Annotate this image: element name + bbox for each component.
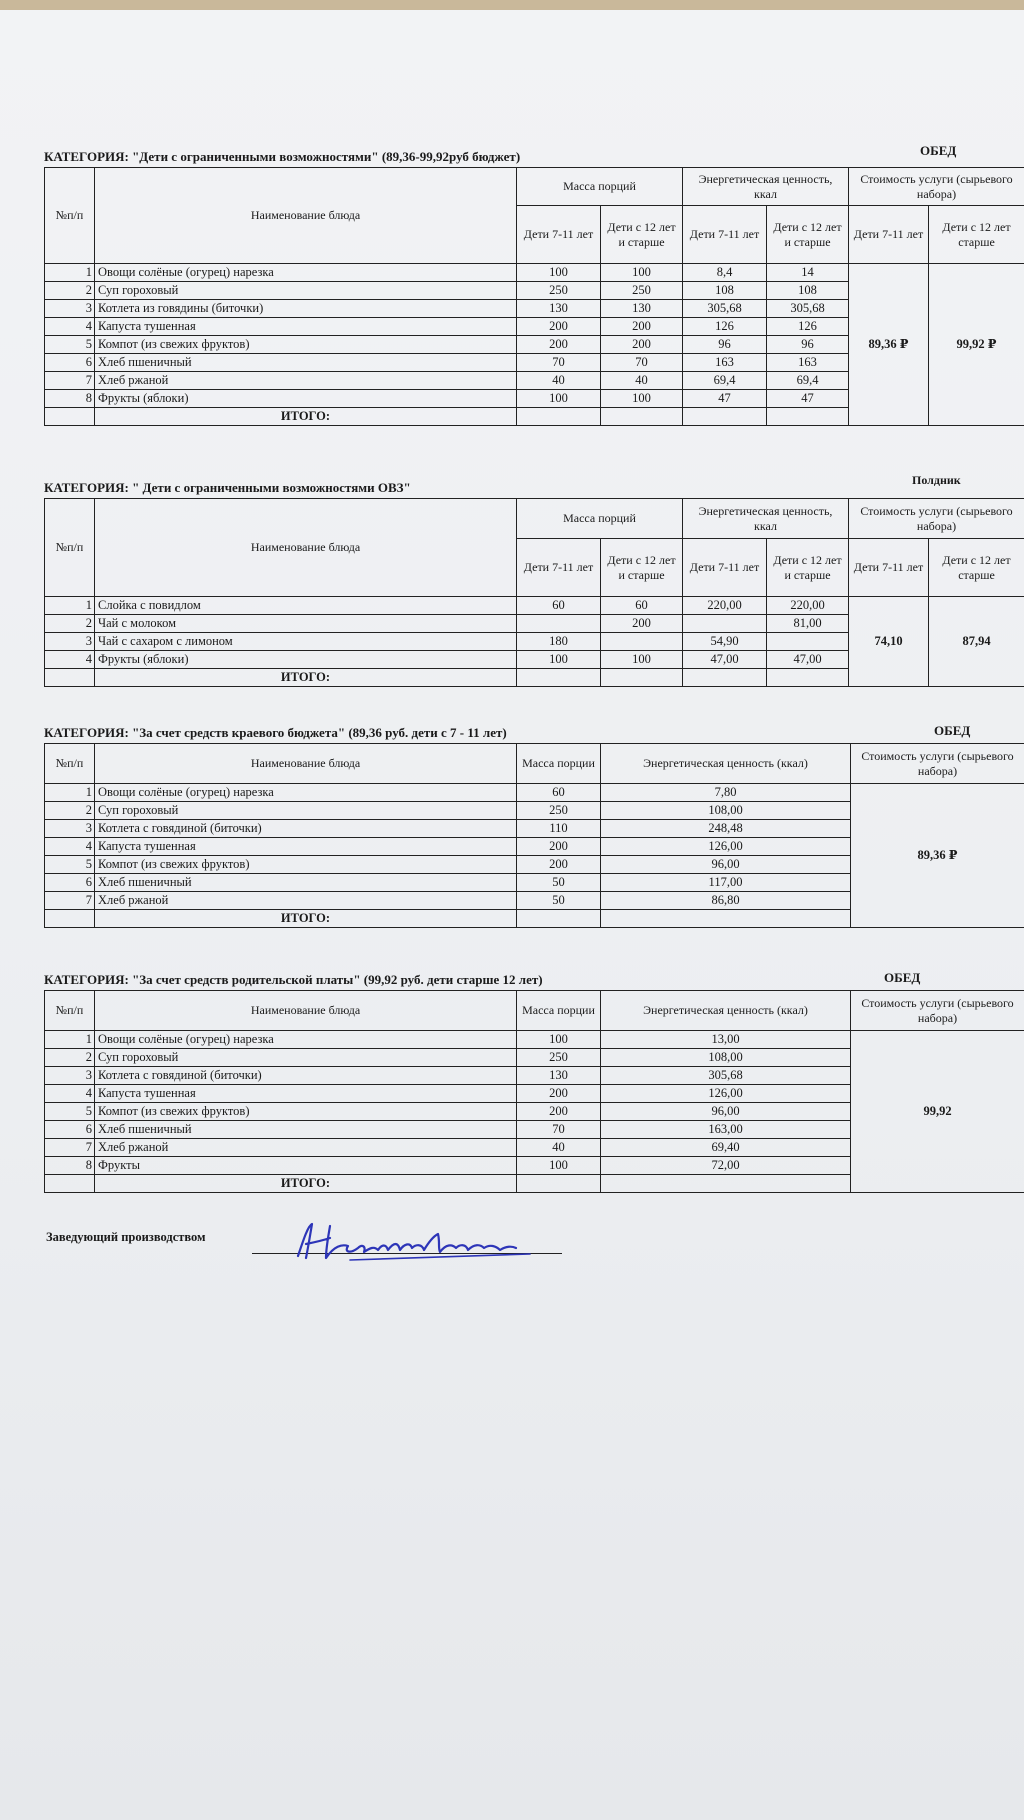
row-number: 3 [45, 1067, 95, 1085]
energy-value: 163,00 [601, 1121, 851, 1139]
row-number: 2 [45, 802, 95, 820]
col-mass-header: Масса порции [517, 744, 601, 784]
row-number: 6 [45, 1121, 95, 1139]
cost-young: 74,10 [849, 597, 929, 687]
col-age-young: Дети 7-11 лет [517, 539, 601, 597]
section-1-table [44, 167, 1024, 426]
energy-value: 96,00 [601, 1103, 851, 1121]
col-num-header: №п/п [45, 168, 95, 264]
energy-value: 86,80 [601, 892, 851, 910]
col-cost-header: Стоимость услуги (сырьевого набора) [851, 744, 1024, 784]
dish-name: Фрукты (яблоки) [95, 651, 517, 669]
energy-value: 248,48 [601, 820, 851, 838]
row-number: 2 [45, 1049, 95, 1067]
dish-name: Капуста тушенная [95, 1085, 517, 1103]
mass-value: 100 [517, 1157, 601, 1175]
mass-young: 180 [517, 633, 601, 651]
col-num-header: №п/п [45, 991, 95, 1031]
mass-old: 130 [601, 300, 683, 318]
dish-name: Капуста тушенная [95, 838, 517, 856]
row-number: 7 [45, 372, 95, 390]
table-row [45, 264, 1024, 282]
empty-cell [601, 910, 851, 928]
mass-young: 200 [517, 318, 601, 336]
col-num-header: №п/п [45, 499, 95, 597]
energy-young: 47 [683, 390, 767, 408]
col-age-old: Дети с 12 лет и старше [601, 539, 683, 597]
empty-cell [517, 408, 601, 426]
section-3-header [44, 723, 1024, 743]
row-number: 3 [45, 820, 95, 838]
mass-value: 70 [517, 1121, 601, 1139]
energy-old: 163 [767, 354, 849, 372]
cost-young: 89,36 ₽ [849, 264, 929, 426]
section-4-header [44, 970, 1024, 990]
empty-cell [601, 408, 683, 426]
cost-value: 89,36 ₽ [851, 784, 1024, 928]
col-dish-header: Наименование блюда [95, 991, 517, 1031]
col-age-young: Дети 7-11 лет [849, 539, 929, 597]
dish-name: Суп гороховый [95, 1049, 517, 1067]
energy-value: 72,00 [601, 1157, 851, 1175]
mass-value: 110 [517, 820, 601, 838]
col-age-old: Дети с 12 лет старше [929, 206, 1024, 264]
row-number: 4 [45, 1085, 95, 1103]
dish-name: Овощи солёные (огурец) нарезка [95, 784, 517, 802]
col-energy-header: Энергетическая ценность (ккал) [601, 744, 851, 784]
mass-young: 60 [517, 597, 601, 615]
dish-name: Компот (из свежих фруктов) [95, 336, 517, 354]
dish-name: Овощи солёные (огурец) нарезка [95, 264, 517, 282]
row-number: 5 [45, 336, 95, 354]
mass-young: 100 [517, 390, 601, 408]
dish-name: Хлеб ржаной [95, 1139, 517, 1157]
mass-value: 100 [517, 1031, 601, 1049]
mass-value: 250 [517, 1049, 601, 1067]
section-4-table [44, 990, 1024, 1193]
cost-value: 99,92 [851, 1031, 1024, 1193]
mass-young: 100 [517, 264, 601, 282]
row-number: 6 [45, 354, 95, 372]
col-age-old: Дети с 12 лет старше [929, 539, 1024, 597]
energy-old: 81,00 [767, 615, 849, 633]
row-number: 2 [45, 615, 95, 633]
energy-young: 69,4 [683, 372, 767, 390]
energy-old: 126 [767, 318, 849, 336]
energy-old: 305,68 [767, 300, 849, 318]
empty-cell [45, 1175, 95, 1193]
mass-young: 130 [517, 300, 601, 318]
col-dish-header: Наименование блюда [95, 168, 517, 264]
mass-old: 70 [601, 354, 683, 372]
empty-cell [517, 669, 601, 687]
dish-name: Овощи солёные (огурец) нарезка [95, 1031, 517, 1049]
col-energy-header: Энергетическая ценность, ккал [683, 499, 849, 539]
empty-cell [767, 408, 849, 426]
dish-name: Котлета с говядиной (биточки) [95, 820, 517, 838]
energy-old: 47,00 [767, 651, 849, 669]
energy-old [767, 633, 849, 651]
energy-young: 126 [683, 318, 767, 336]
dish-name: Слойка с повидлом [95, 597, 517, 615]
row-number: 8 [45, 1157, 95, 1175]
cost-old: 87,94 [929, 597, 1024, 687]
section-1 [44, 143, 1024, 426]
col-dish-header: Наименование блюда [95, 499, 517, 597]
col-dish-header: Наименование блюда [95, 744, 517, 784]
section-4-title: КАТЕГОРИЯ: "За счет средств родительской платы" (99,92 руб. дети старше 12 лет) [44, 972, 543, 987]
energy-old: 69,4 [767, 372, 849, 390]
energy-young: 108 [683, 282, 767, 300]
col-age-old: Дети с 12 лет и старше [767, 539, 849, 597]
section-2-meal: Полдник [912, 473, 961, 487]
col-cost-header: Стоимость услуги (сырьевого набора) [851, 991, 1024, 1031]
row-number: 5 [45, 1103, 95, 1121]
empty-cell [45, 669, 95, 687]
empty-cell [517, 910, 601, 928]
section-3-meal: ОБЕД [934, 723, 971, 738]
energy-value: 96,00 [601, 856, 851, 874]
col-num-header: №п/п [45, 744, 95, 784]
section-2 [44, 473, 1024, 687]
row-number: 1 [45, 784, 95, 802]
section-2-header [44, 473, 1024, 498]
mass-value: 250 [517, 802, 601, 820]
dish-name: Фрукты (яблоки) [95, 390, 517, 408]
dish-name: Хлеб ржаной [95, 892, 517, 910]
section-1-header [44, 143, 1024, 167]
section-3-table [44, 743, 1024, 928]
mass-value: 130 [517, 1067, 601, 1085]
col-age-young: Дети 7-11 лет [517, 206, 601, 264]
empty-cell [683, 408, 767, 426]
row-number: 5 [45, 856, 95, 874]
energy-young: 163 [683, 354, 767, 372]
mass-young: 40 [517, 372, 601, 390]
dish-name: Компот (из свежих фруктов) [95, 1103, 517, 1121]
dish-name: Котлета с говядиной (биточки) [95, 1067, 517, 1085]
dish-name: Хлеб пшеничный [95, 874, 517, 892]
mass-value: 40 [517, 1139, 601, 1157]
energy-young [683, 615, 767, 633]
mass-young: 70 [517, 354, 601, 372]
row-number: 7 [45, 892, 95, 910]
energy-old: 14 [767, 264, 849, 282]
energy-value: 108,00 [601, 1049, 851, 1067]
energy-value: 117,00 [601, 874, 851, 892]
energy-young: 8,4 [683, 264, 767, 282]
dish-name: Суп гороховый [95, 802, 517, 820]
mass-young: 200 [517, 336, 601, 354]
dish-name: Фрукты [95, 1157, 517, 1175]
energy-old: 220,00 [767, 597, 849, 615]
signature-image [290, 1218, 570, 1266]
energy-value: 7,80 [601, 784, 851, 802]
row-number: 4 [45, 651, 95, 669]
row-number: 1 [45, 264, 95, 282]
mass-young: 100 [517, 651, 601, 669]
energy-value: 305,68 [601, 1067, 851, 1085]
total-label: ИТОГО: [95, 1175, 517, 1193]
section-4-meal: ОБЕД [884, 970, 921, 985]
col-energy-header: Энергетическая ценность, ккал [683, 168, 849, 206]
dish-name: Компот (из свежих фруктов) [95, 856, 517, 874]
table-row [45, 597, 1024, 615]
energy-value: 69,40 [601, 1139, 851, 1157]
empty-cell [45, 408, 95, 426]
dish-name: Хлеб пшеничный [95, 1121, 517, 1139]
total-label: ИТОГО: [95, 910, 517, 928]
mass-value: 200 [517, 856, 601, 874]
mass-old: 200 [601, 318, 683, 336]
section-3 [44, 723, 1024, 928]
mass-value: 200 [517, 838, 601, 856]
energy-value: 126,00 [601, 838, 851, 856]
mass-value: 60 [517, 784, 601, 802]
dish-name: Хлеб пшеничный [95, 354, 517, 372]
mass-young: 250 [517, 282, 601, 300]
dish-name: Чай с сахаром с лимоном [95, 633, 517, 651]
mass-value: 50 [517, 892, 601, 910]
col-cost-header: Стоимость услуги (сырьевого набора) [849, 499, 1024, 539]
manager-label: Заведующий производством [46, 1230, 206, 1244]
mass-old [601, 633, 683, 651]
row-number: 3 [45, 300, 95, 318]
total-label: ИТОГО: [95, 408, 517, 426]
mass-old: 60 [601, 597, 683, 615]
col-age-old: Дети с 12 лет и старше [601, 206, 683, 264]
col-mass-header: Масса порции [517, 991, 601, 1031]
mass-old: 40 [601, 372, 683, 390]
energy-young: 96 [683, 336, 767, 354]
energy-young: 305,68 [683, 300, 767, 318]
energy-young: 220,00 [683, 597, 767, 615]
empty-cell [683, 669, 767, 687]
energy-old: 96 [767, 336, 849, 354]
empty-cell [601, 669, 683, 687]
energy-value: 13,00 [601, 1031, 851, 1049]
dish-name: Суп гороховый [95, 282, 517, 300]
table-row [45, 1031, 1024, 1049]
row-number: 3 [45, 633, 95, 651]
section-3-title: КАТЕГОРИЯ: "За счет средств краевого бюджета" (89,36 руб. дети с 7 - 11 лет) [44, 725, 507, 740]
cost-old: 99,92 ₽ [929, 264, 1024, 426]
mass-old: 200 [601, 336, 683, 354]
row-number: 7 [45, 1139, 95, 1157]
mass-old: 100 [601, 390, 683, 408]
mass-old: 200 [601, 615, 683, 633]
dish-name: Чай с молоком [95, 615, 517, 633]
row-number: 4 [45, 318, 95, 336]
row-number: 8 [45, 390, 95, 408]
row-number: 2 [45, 282, 95, 300]
mass-value: 50 [517, 874, 601, 892]
section-1-title: КАТЕГОРИЯ: "Дети с ограниченными возможностями" (89,36-99,92руб бюджет) [44, 149, 521, 164]
section-1-meal: ОБЕД [920, 143, 957, 158]
section-2-table [44, 498, 1024, 687]
mass-old: 250 [601, 282, 683, 300]
energy-young: 54,90 [683, 633, 767, 651]
mass-old: 100 [601, 264, 683, 282]
section-4 [44, 970, 1024, 1193]
row-number: 6 [45, 874, 95, 892]
col-energy-header: Энергетическая ценность (ккал) [601, 991, 851, 1031]
dish-name: Котлета из говядины (биточки) [95, 300, 517, 318]
col-age-young: Дети 7-11 лет [683, 206, 767, 264]
energy-young: 47,00 [683, 651, 767, 669]
dish-name: Хлеб ржаной [95, 372, 517, 390]
col-age-old: Дети с 12 лет и старше [767, 206, 849, 264]
mass-value: 200 [517, 1103, 601, 1121]
row-number: 1 [45, 1031, 95, 1049]
row-number: 4 [45, 838, 95, 856]
col-mass-header: Масса порций [517, 499, 683, 539]
energy-old: 108 [767, 282, 849, 300]
mass-young [517, 615, 601, 633]
energy-old: 47 [767, 390, 849, 408]
col-cost-header: Стоимость услуги (сырьевого набора) [849, 168, 1024, 206]
col-mass-header: Масса порций [517, 168, 683, 206]
empty-cell [517, 1175, 601, 1193]
empty-cell [601, 1175, 851, 1193]
empty-cell [767, 669, 849, 687]
dish-name: Капуста тушенная [95, 318, 517, 336]
energy-value: 126,00 [601, 1085, 851, 1103]
col-age-young: Дети 7-11 лет [849, 206, 929, 264]
table-row [45, 784, 1024, 802]
mass-value: 200 [517, 1085, 601, 1103]
energy-value: 108,00 [601, 802, 851, 820]
col-age-young: Дети 7-11 лет [683, 539, 767, 597]
section-2-title: КАТЕГОРИЯ: " Дети с ограниченными возможностями ОВЗ" [44, 480, 411, 495]
empty-cell [45, 910, 95, 928]
row-number: 1 [45, 597, 95, 615]
total-label: ИТОГО: [95, 669, 517, 687]
mass-old: 100 [601, 651, 683, 669]
